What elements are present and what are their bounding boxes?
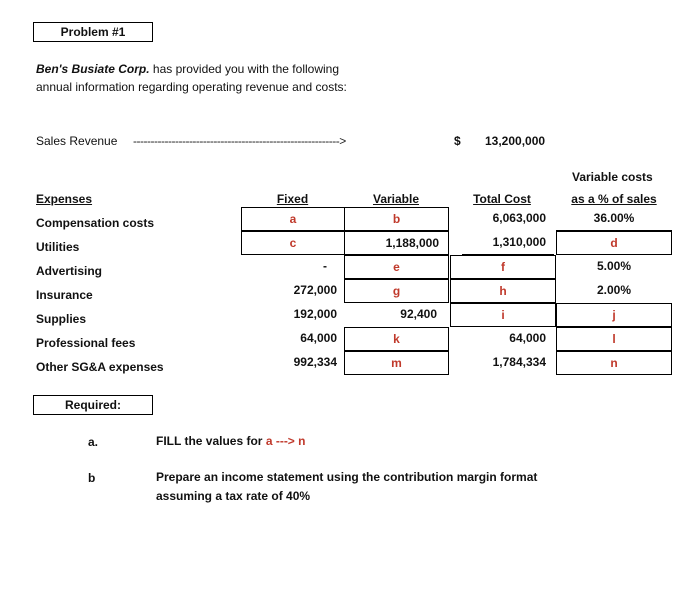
- intro-text-1: has provided you with the following: [152, 62, 340, 76]
- cell-variable: 1,188,000: [344, 231, 449, 255]
- currency-symbol: $: [454, 134, 461, 148]
- cell-total-h[interactable]: h: [450, 279, 556, 303]
- req-a-marker: a.: [88, 435, 99, 449]
- company-name: Ben's Busiate Corp.: [36, 62, 150, 76]
- row-label: Compensation costs: [36, 216, 155, 230]
- req-b-text-2: assuming a tax rate of 40%: [156, 489, 311, 503]
- row-label: Advertising: [36, 264, 103, 278]
- cell-pct-n[interactable]: n: [556, 351, 672, 375]
- intro-line-2: annual information regarding operating revenue and costs:: [36, 80, 347, 94]
- cell-variable-k[interactable]: k: [344, 327, 449, 351]
- header-total-cost: Total Cost: [473, 192, 531, 206]
- cell-total: 64,000: [509, 331, 546, 345]
- row-label: Supplies: [36, 312, 87, 326]
- cell-total: 1,310,000: [492, 235, 546, 249]
- row-label: Utilities: [36, 240, 80, 254]
- cell-fixed: -: [323, 259, 327, 273]
- intro-line-1: [36, 62, 339, 76]
- cell-pct: 36.00%: [593, 211, 635, 225]
- header-variable: Variable: [372, 192, 420, 206]
- row-label: Professional fees: [36, 336, 136, 350]
- sales-revenue-label: Sales Revenue: [36, 134, 118, 148]
- cell-variable: 92,400: [400, 307, 437, 321]
- cell-pct-l[interactable]: l: [556, 327, 672, 351]
- header-pct-line1: Variable costs: [572, 170, 653, 184]
- row-label: Other SG&A expenses: [36, 360, 164, 374]
- req-a-range: a ---> n: [265, 434, 306, 448]
- cell-pct: 5.00%: [596, 259, 632, 273]
- cell-total-f[interactable]: f: [450, 255, 556, 279]
- cell-pct-d[interactable]: d: [556, 231, 672, 255]
- required-label: Required:: [33, 395, 153, 415]
- cell-fixed: 992,334: [293, 355, 337, 369]
- header-expenses: Expenses: [36, 192, 93, 206]
- cell-fixed-a[interactable]: a: [241, 207, 345, 231]
- header-fixed: Fixed: [276, 192, 309, 206]
- cell-variable-b[interactable]: b: [344, 207, 449, 231]
- req-b-text-1: Prepare an income statement using the contribution margin format: [156, 470, 538, 484]
- sales-revenue-value: 13,200,000: [485, 134, 546, 148]
- sales-dash-leader: ----------------------------------------------------------->: [133, 134, 346, 148]
- problem-label: Problem #1: [33, 22, 153, 42]
- cell-fixed: 272,000: [293, 283, 337, 297]
- cell-variable-g[interactable]: g: [344, 279, 449, 303]
- cell-variable-e[interactable]: e: [344, 255, 449, 279]
- cell-total-i[interactable]: i: [450, 303, 556, 327]
- cell-variable-m[interactable]: m: [344, 351, 449, 375]
- req-a-text: [156, 434, 305, 448]
- cell-pct-j[interactable]: j: [556, 303, 672, 327]
- req-a-label: FILL the values for: [156, 434, 263, 448]
- cell-total: 6,063,000: [492, 211, 546, 225]
- cell-fixed-c[interactable]: c: [241, 231, 345, 255]
- cell-fixed: 192,000: [293, 307, 337, 321]
- cell-fixed: 64,000: [300, 331, 337, 345]
- row-label: Insurance: [36, 288, 93, 302]
- cell-total: 1,784,334: [492, 355, 546, 369]
- req-b-marker: b: [88, 471, 96, 485]
- header-pct-line2: as a % of sales: [571, 192, 657, 206]
- cell-pct: 2.00%: [596, 283, 632, 297]
